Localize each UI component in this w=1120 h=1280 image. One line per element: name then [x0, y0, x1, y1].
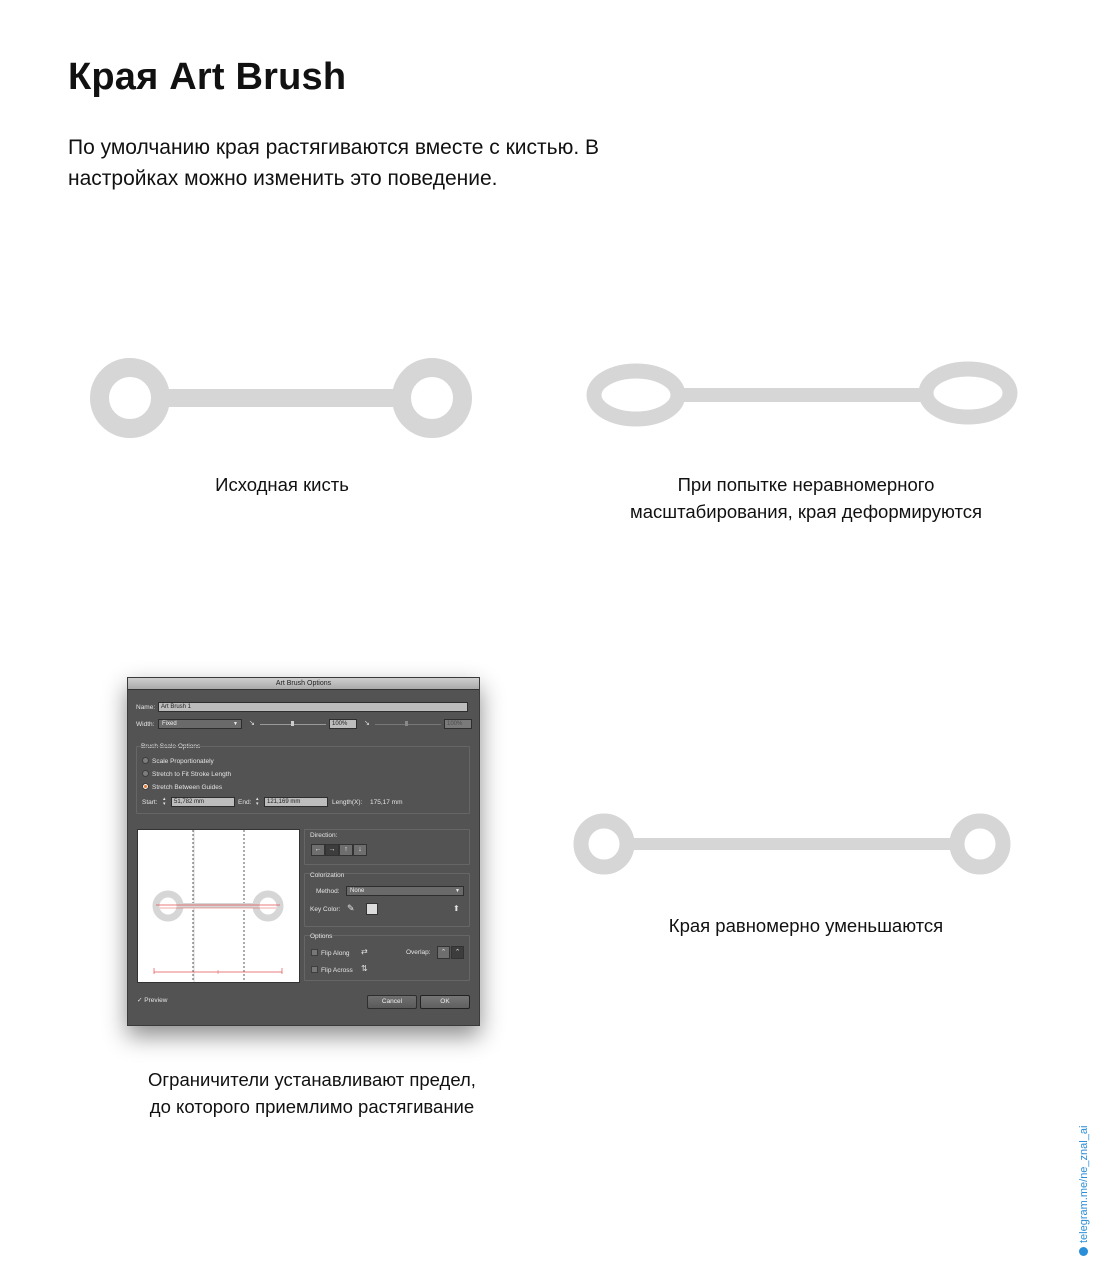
brush-uniform [572, 812, 1014, 876]
dialog-title: Art Brush Options [128, 678, 479, 690]
direction-right-button[interactable]: → [325, 844, 339, 856]
width-select-value: Fixed [162, 721, 177, 727]
option-scale-proportionately[interactable] [142, 757, 214, 765]
radio-icon [142, 757, 149, 764]
option-stretch-label: Stretch to Fit Stroke Length [152, 771, 232, 778]
pressure-icon: ↘ [249, 720, 255, 727]
end-input[interactable]: 121,169 mm [264, 797, 328, 807]
brush-deformed [586, 358, 1022, 428]
end-stepper-icon[interactable]: ▴ ▾ [256, 796, 259, 807]
caption-deformed-line1: При попытке неравномерного [677, 474, 935, 495]
preview-checkbox[interactable] [137, 996, 167, 1004]
brush-original [90, 348, 474, 448]
checkbox-icon [311, 966, 318, 973]
name-label: Name: [136, 704, 156, 711]
option-stretch-to-fit[interactable] [142, 770, 231, 778]
preview-label: Preview [144, 997, 168, 1004]
scale-group-label: Brush Scale Options [141, 743, 201, 750]
ok-button[interactable]: OK [420, 995, 470, 1009]
option-stretch-between-guides[interactable] [142, 783, 222, 791]
direction-down-button[interactable]: ↓ [353, 844, 367, 856]
telegram-icon [1079, 1247, 1088, 1256]
direction-left-button[interactable]: ← [311, 844, 325, 856]
name-input[interactable]: Art Brush 1 [158, 702, 468, 712]
tips-icon[interactable]: ⬆ [453, 904, 460, 913]
caption-original: Исходная кисть [215, 474, 349, 495]
watermark [1072, 1100, 1094, 1256]
variation-slider[interactable] [375, 724, 441, 725]
chevron-down-icon: ▼ [455, 888, 460, 894]
end-label: End: [238, 799, 252, 806]
flip-along-checkbox[interactable] [311, 949, 350, 957]
colorization-label: Colorization [310, 872, 345, 879]
start-label: Start: [142, 799, 158, 806]
direction-up-button[interactable]: ↑ [339, 844, 353, 856]
option-guides-label: Stretch Between Guides [152, 784, 223, 791]
overlap-no-adjust-button[interactable]: ⌃ [451, 946, 464, 959]
option-scale-label: Scale Proportionately [152, 758, 214, 765]
method-label: Method: [316, 888, 340, 895]
flip-across-icon: ⇅ [361, 964, 368, 973]
variation-slider-knob[interactable] [405, 721, 408, 726]
eyedropper-icon[interactable]: ✎ [347, 903, 355, 913]
flip-along-icon: ⇄ [361, 947, 368, 956]
art-brush-options-dialog [127, 677, 480, 1026]
variation-icon: ↘ [364, 720, 370, 727]
width-slider-knob[interactable] [291, 721, 294, 726]
flip-across-label: Flip Across [321, 967, 353, 974]
caption-deformed [580, 471, 1032, 525]
width-percent-input[interactable]: 100% [329, 719, 357, 729]
caption-guides-line2: до которого приемлимо растягивание [149, 1096, 475, 1117]
watermark-text: telegram.me/ne_znal_ai [1078, 1125, 1090, 1243]
colorization-group [304, 873, 470, 927]
width-select[interactable] [158, 719, 242, 729]
radio-selected-icon [142, 783, 149, 790]
width-label: Width: [136, 721, 155, 728]
caption-guides [100, 1066, 524, 1120]
method-select-value: None [350, 888, 365, 894]
brush-preview-canvas [137, 829, 300, 983]
caption-deformed-line2: масштабирования, края деформируются [629, 501, 982, 522]
variation-percent-input[interactable]: 100% [444, 719, 472, 729]
intro-text: По умолчанию края растягиваются вместе с кистью. В настройках можно изменить это поведение. [68, 136, 599, 190]
start-stepper-icon[interactable]: ▴ ▾ [163, 796, 166, 807]
length-value: 175,17 mm [370, 799, 403, 806]
key-color-swatch[interactable] [366, 903, 378, 915]
radio-icon [142, 770, 149, 777]
overlap-adjust-button[interactable]: ⌃ [437, 946, 450, 959]
cancel-button[interactable]: Cancel [367, 995, 417, 1009]
chevron-down-icon: ▼ [233, 721, 238, 727]
flip-across-checkbox[interactable] [311, 966, 353, 974]
flip-along-label: Flip Along [321, 950, 350, 957]
caption-guides-line1: Ограничители устанавливают предел, [148, 1069, 476, 1090]
overlap-label: Overlap: [406, 949, 431, 956]
start-input[interactable]: 51,782 mm [171, 797, 235, 807]
direction-label: Direction: [310, 832, 338, 839]
checkbox-icon [311, 949, 318, 956]
checkmark-icon: ✓ [137, 997, 143, 1004]
caption-uniform: Края равномерно уменьшаются [668, 915, 944, 936]
method-select[interactable] [346, 886, 464, 896]
length-label: Length(X): [332, 799, 363, 806]
key-color-label: Key Color: [310, 906, 341, 913]
options-label: Options [310, 933, 333, 940]
page-title: Края Art Brush [68, 56, 347, 98]
